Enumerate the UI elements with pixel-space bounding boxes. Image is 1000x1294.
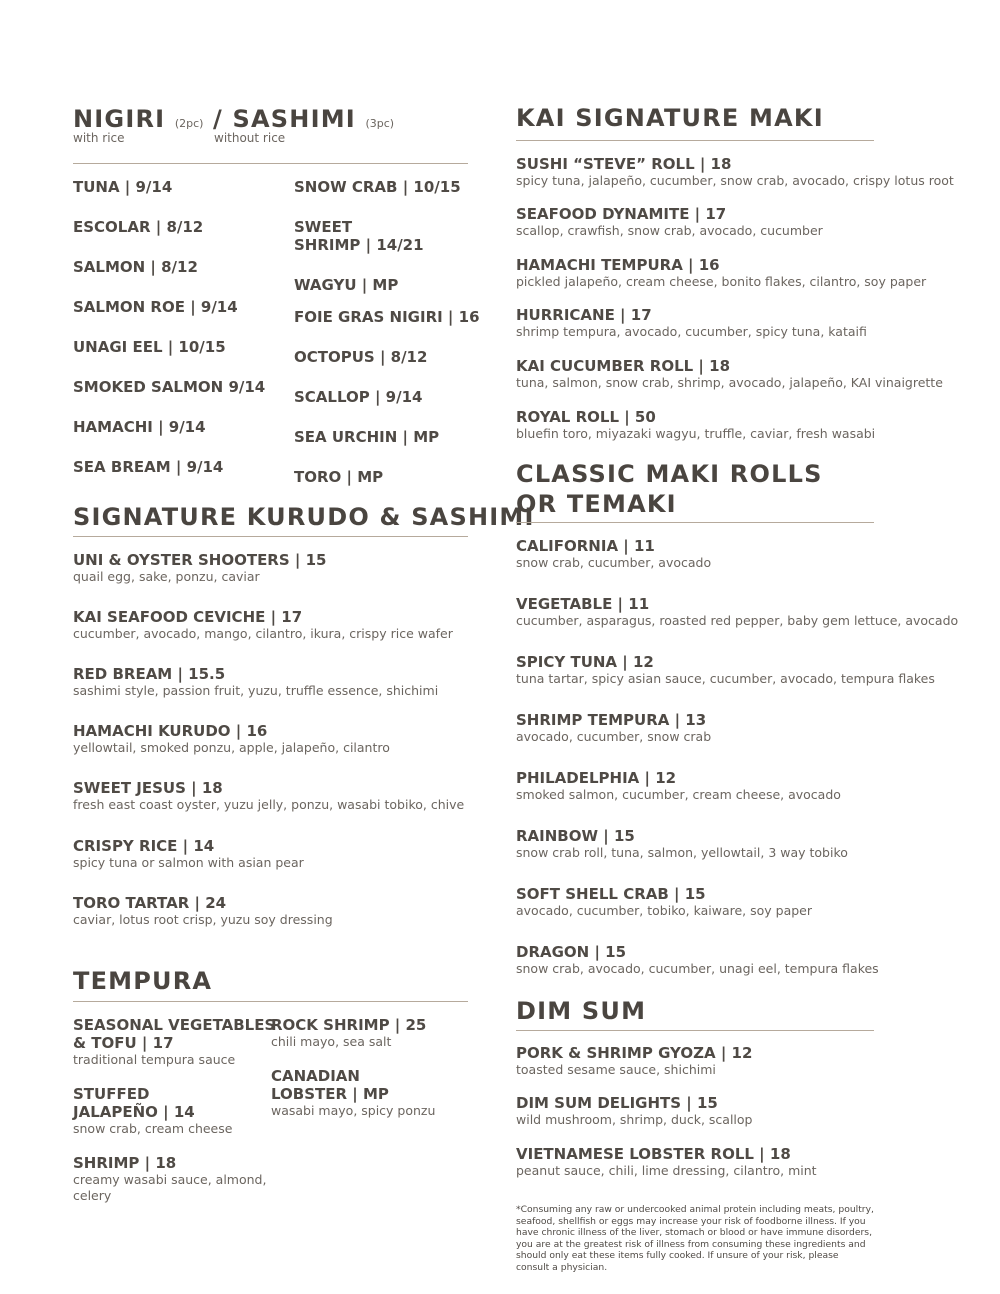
maki-item [516, 155, 954, 189]
item-description: wasabi mayo, spicy ponzu [271, 1103, 436, 1118]
item-name: KAI CUCUMBER ROLL | 18 [516, 357, 731, 375]
nigiri-divider [73, 163, 468, 164]
nigiri-item: SEA BREAM | 9/14 [73, 458, 224, 476]
nigiri-item: SHRIMP | 14/21 [294, 236, 424, 254]
nigiri-item: TUNA | 9/14 [73, 178, 173, 196]
kurudo-item [73, 665, 438, 699]
item-name: HURRICANE | 17 [516, 306, 652, 324]
item-description: snow crab roll, tuna, salmon, yellowtail, 3 way tobiko [516, 845, 848, 860]
nigiri-item: SCALLOP | 9/14 [294, 388, 423, 406]
classic-item [516, 537, 711, 571]
item-name: UNI & OYSTER SHOOTERS | 15 [73, 551, 327, 569]
item-description: sashimi style, passion fruit, yuzu, truffle essence, shichimi [73, 683, 439, 698]
food-safety-disclaimer: *Consuming any raw or undercooked animal protein including meats, poultry, seafood, shellfish or eggs may increase your risk of foodborne illness. If you have chronic illness of the liver, stomach or blood or have immune disorders, you are at the greatest risk of illness from consuming these ingredients and should only eat these items fully cooked. If unsure of your risk, please consult a physician. [516, 1204, 874, 1273]
classic-item [516, 827, 848, 861]
kurudo-item [73, 608, 453, 642]
dim-sum-divider [516, 1030, 874, 1031]
dim-sum-item [516, 1094, 753, 1128]
item-description: snow crab, cream cheese [73, 1121, 233, 1136]
item-name: STUFFED [73, 1085, 150, 1103]
item-description: fresh east coast oyster, yuzu jelly, ponzu, wasabi tobiko, chive [73, 797, 465, 812]
maki-item [516, 408, 875, 442]
item-description: spicy tuna or salmon with asian pear [73, 855, 304, 870]
item-description: shrimp tempura, avocado, cucumber, spicy tuna, kataifi [516, 324, 867, 339]
item-description: celery [73, 1188, 112, 1203]
item-name: & TOFU | 17 [73, 1034, 174, 1052]
maki-item [516, 306, 867, 340]
item-name: SHRIMP | 18 [73, 1154, 177, 1172]
nigiri-item: ESCOLAR | 8/12 [73, 218, 204, 236]
item-description: snow crab, avocado, cucumber, unagi eel, tempura flakes [516, 961, 879, 976]
item-name: SEAFOOD DYNAMITE | 17 [516, 205, 727, 223]
item-name: PHILADELPHIA | 12 [516, 769, 677, 787]
item-description: spicy tuna, jalapeño, cucumber, snow crab, avocado, crispy lotus root [516, 173, 954, 188]
kurudo-item [73, 894, 333, 928]
item-name: TORO TARTAR | 24 [73, 894, 227, 912]
item-name: SEASONAL VEGETABLES [73, 1016, 276, 1034]
item-description: pickled jalapeño, cream cheese, bonito flakes, cilantro, soy paper [516, 274, 927, 289]
item-description: scallop, crawfish, snow crab, avocado, cucumber [516, 223, 823, 238]
nigiri-count-note: (2pc) [174, 117, 204, 130]
item-name: SHRIMP TEMPURA | 13 [516, 711, 707, 729]
nigiri-item: HAMACHI | 9/14 [73, 418, 206, 436]
item-description: yellowtail, smoked ponzu, apple, jalapeño, cilantro [73, 740, 390, 755]
item-name: SPICY TUNA | 12 [516, 653, 654, 671]
kurudo-divider [73, 536, 468, 537]
kurudo-item [73, 837, 304, 871]
signature-maki-heading: KAI SIGNATURE MAKI [516, 104, 824, 132]
item-description: cucumber, asparagus, roasted red pepper, baby gem lettuce, avocado [516, 613, 959, 628]
classic-item [516, 653, 935, 687]
item-name: SOFT SHELL CRAB | 15 [516, 885, 706, 903]
item-name: RED BREAM | 15.5 [73, 665, 226, 683]
kurudo-item [73, 551, 326, 585]
nigiri-title: NIGIRI [73, 105, 166, 133]
item-description: cucumber, avocado, mango, cilantro, ikura, crispy rice wafer [73, 626, 453, 641]
item-description: tuna tartar, spicy asian sauce, cucumber, avocado, tempura flakes [516, 671, 935, 686]
tempura-item-seasonal [73, 1016, 275, 1068]
item-name: PORK & SHRIMP GYOZA | 12 [516, 1044, 753, 1062]
heading-slash: / [213, 105, 223, 133]
nigiri-item: SALMON ROE | 9/14 [73, 298, 238, 316]
classic-item [516, 769, 841, 803]
nigiri-item: FOIE GRAS NIGIRI | 16 [294, 308, 480, 326]
nigiri-subtitle: with rice [73, 131, 125, 145]
item-description: avocado, cucumber, snow crab [516, 729, 712, 744]
item-name: DIM SUM DELIGHTS | 15 [516, 1094, 718, 1112]
tempura-item-lobster [271, 1067, 435, 1119]
nigiri-item: SALMON | 8/12 [73, 258, 198, 276]
item-name: SWEET JESUS | 18 [73, 779, 223, 797]
item-name: LOBSTER | MP [271, 1085, 389, 1103]
item-name: KAI SEAFOOD CEVICHE | 17 [73, 608, 303, 626]
kurudo-item [73, 722, 390, 756]
tempura-divider [73, 1001, 468, 1002]
item-name: JALAPEÑO | 14 [73, 1103, 195, 1121]
kurudo-item [73, 779, 464, 813]
item-description: smoked salmon, cucumber, cream cheese, avocado [516, 787, 841, 802]
item-description: tuna, salmon, snow crab, shrimp, avocado, jalapeño, KAI vinaigrette [516, 375, 943, 390]
nigiri-item: UNAGI EEL | 10/15 [73, 338, 226, 356]
classic-item [516, 711, 711, 745]
item-description: bluefin toro, miyazaki wagyu, truffle, caviar, fresh wasabi [516, 426, 876, 441]
item-name: CRISPY RICE | 14 [73, 837, 215, 855]
item-description: wild mushroom, shrimp, duck, scallop [516, 1112, 753, 1127]
item-name: HAMACHI TEMPURA | 16 [516, 256, 720, 274]
sashimi-subtitle: without rice [214, 131, 286, 145]
item-name: RAINBOW | 15 [516, 827, 635, 845]
item-description: creamy wasabi sauce, almond, [73, 1172, 267, 1187]
item-description: chili mayo, sea salt [271, 1034, 392, 1049]
classic-maki-heading-line2: OR TEMAKI [516, 490, 677, 518]
item-name: ROYAL ROLL | 50 [516, 408, 656, 426]
maki-item [516, 256, 926, 290]
item-name: DRAGON | 15 [516, 943, 627, 961]
item-name: SUSHI “STEVE” ROLL | 18 [516, 155, 732, 173]
item-name: CANADIAN [271, 1067, 360, 1085]
item-name: VIETNAMESE LOBSTER ROLL | 18 [516, 1145, 791, 1163]
tempura-item-rock-shrimp [271, 1016, 426, 1050]
sashimi-count-note: (3pc) [365, 117, 395, 130]
kurudo-heading: SIGNATURE KURUDO & SASHIMI [73, 503, 535, 531]
item-description: snow crab, cucumber, avocado [516, 555, 712, 570]
maki-item [516, 357, 943, 391]
item-description: avocado, cucumber, tobiko, kaiware, soy paper [516, 903, 813, 918]
item-name: ROCK SHRIMP | 25 [271, 1016, 427, 1034]
item-description: quail egg, sake, ponzu, caviar [73, 569, 260, 584]
item-description: peanut sauce, chili, lime dressing, cilantro, mint [516, 1163, 817, 1178]
classic-maki-heading: CLASSIC MAKI ROLLS [516, 460, 823, 488]
item-name: CALIFORNIA | 11 [516, 537, 655, 555]
signature-maki-divider [516, 140, 874, 141]
classic-item [516, 595, 958, 629]
tempura-item-shrimp [73, 1154, 266, 1204]
sashimi-title: SASHIMI [232, 105, 356, 133]
item-name: VEGETABLE | 11 [516, 595, 650, 613]
nigiri-item: SEA URCHIN | MP [294, 428, 440, 446]
tempura-item-stuffed [73, 1085, 232, 1137]
classic-item [516, 885, 812, 919]
maki-item [516, 205, 823, 239]
nigiri-item: TORO | MP [294, 468, 384, 486]
nigiri-item: SMOKED SALMON 9/14 [73, 378, 266, 396]
item-description: traditional tempura sauce [73, 1052, 236, 1067]
nigiri-item: WAGYU | MP [294, 276, 399, 294]
classic-item [516, 943, 879, 977]
dim-sum-item [516, 1044, 752, 1078]
dim-sum-heading: DIM SUM [516, 997, 647, 1025]
nigiri-item: SWEET [294, 218, 353, 236]
nigiri-item: SNOW CRAB | 10/15 [294, 178, 461, 196]
classic-maki-divider [516, 522, 874, 523]
dim-sum-item [516, 1145, 817, 1179]
nigiri-item: OCTOPUS | 8/12 [294, 348, 428, 366]
item-description: toasted sesame sauce, shichimi [516, 1062, 716, 1077]
item-name: HAMACHI KURUDO | 16 [73, 722, 268, 740]
tempura-heading: TEMPURA [73, 967, 213, 995]
item-description: caviar, lotus root crisp, yuzu soy dressing [73, 912, 333, 927]
